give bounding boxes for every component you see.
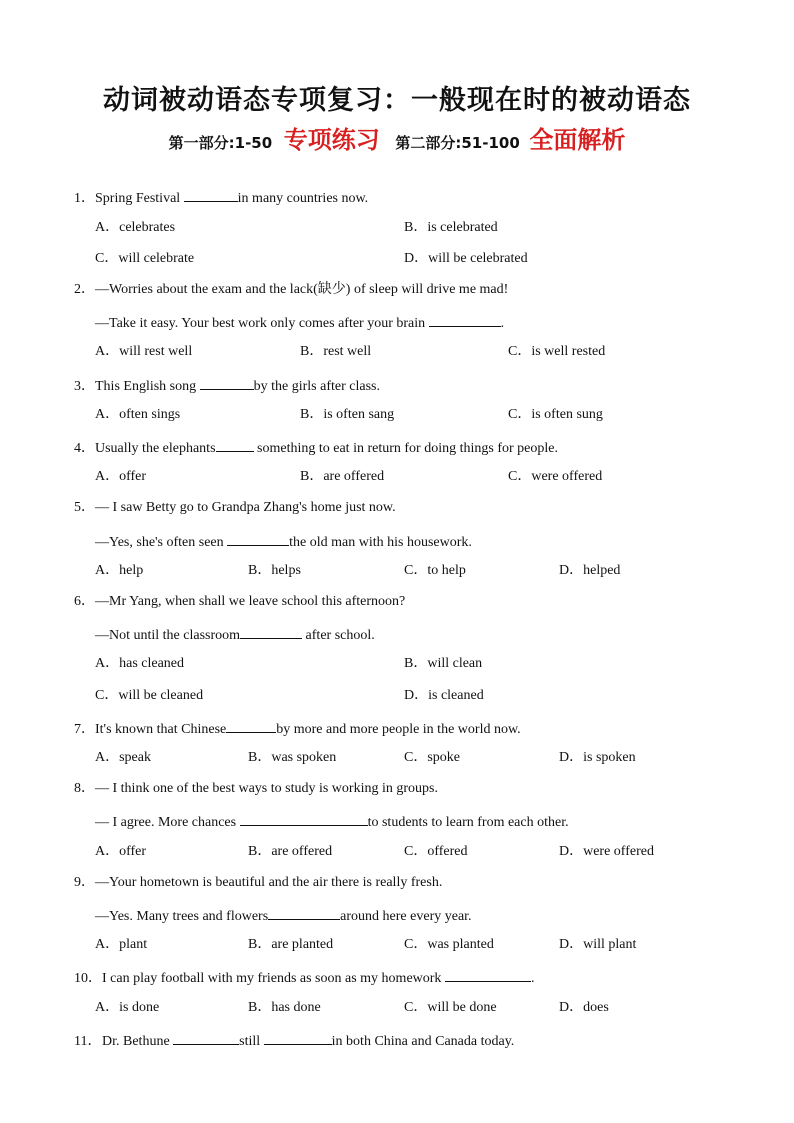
option-d: D．will be celebrated [404,251,528,266]
option-d: D．is spoken [559,750,636,765]
question-2 [74,282,508,298]
question-text: —Take it easy. Your best work only comes after your brain [95,316,429,331]
question-text: —Mr Yang, when shall we leave school this afternoon? [95,594,406,609]
question-text: around here every year. [340,909,472,924]
option-a: A．often sings [95,407,181,422]
option-b: B．helps [248,563,301,578]
answer-blank [445,968,531,982]
answer-blank [200,376,254,390]
option-c: C．will be cleaned [95,688,204,703]
question-9-reply [95,906,472,925]
answer-blank [240,812,368,826]
option-b: B．will clean [404,656,483,671]
question-2-reply [95,313,504,332]
question-text: in both China and Canada today. [331,1034,515,1049]
question-number: 8． [74,781,95,796]
answer-blank [173,1031,239,1045]
question-number: 5． [74,500,95,515]
question-text: —Yes. Many trees and flowers [95,909,269,924]
question-text: to students to learn from each other. [367,815,569,830]
answer-blank [226,719,276,733]
question-9 [74,875,442,891]
option-c: C．was planted [404,937,494,952]
option-b: B．rest well [300,344,372,359]
option-b: B．was spoken [248,750,337,765]
answer-blank [216,438,254,452]
option-a: A．offer [95,469,147,484]
question-text: I can play football with my friends as soon as my homework [102,971,445,986]
option-b: B．is celebrated [404,220,498,235]
option-d: D．were offered [559,844,654,859]
question-8-reply [95,812,569,831]
question-number: 2． [74,282,95,297]
question-number: 7． [74,722,95,737]
page-subtitle [0,120,794,155]
option-a: A．speak [95,750,151,765]
question-text: — I think one of the best ways to study is working in groups. [95,781,438,796]
question-3 [74,376,380,395]
option-b: B．are planted [248,937,334,952]
question-5 [74,500,396,516]
question-11 [74,1031,514,1050]
answer-blank [264,1031,332,1045]
question-number: 1． [74,191,95,206]
question-4 [74,438,558,457]
option-a: A．plant [95,937,148,952]
option-a: A．offer [95,844,147,859]
option-a: A．help [95,563,144,578]
question-text: This English song [95,379,200,394]
question-text: . [500,316,505,331]
page-title: 动词被动语态专项复习：一般现在时的被动语态 [103,85,691,116]
option-c: C．spoke [404,750,460,765]
option-c: C．will celebrate [95,251,195,266]
question-number: 10． [74,971,102,986]
option-c: C．to help [404,563,466,578]
question-number: 3． [74,379,95,394]
question-text: Dr. Bethune [102,1034,174,1049]
question-6 [74,594,405,610]
subtitle-part2: 第二部分:51-100 [395,134,520,152]
question-8 [74,781,438,797]
question-text: — I agree. More chances [95,815,240,830]
option-c: C．offered [404,844,468,859]
subtitle-part1: 第一部分:1-50 [168,134,273,152]
question-text: Usually the elephants [95,441,216,456]
option-d: D．is cleaned [404,688,484,703]
question-text: in many countries now. [237,191,369,206]
option-a: A．is done [95,1000,160,1015]
question-text: . [530,971,535,986]
option-b: B．are offered [300,469,385,484]
question-text: still [239,1034,264,1049]
answer-blank [227,532,289,546]
question-text: — I saw Betty go to Grandpa Zhang's home just now. [95,500,396,515]
option-a: A．will rest well [95,344,193,359]
question-text: something to eat in return for doing things for people. [253,441,558,456]
option-c: C．will be done [404,1000,497,1015]
question-text: —Your hometown is beautiful and the air there is really fresh. [95,875,443,890]
question-1 [74,188,368,207]
option-c: C．is well rested [508,344,606,359]
question-6-reply [95,625,375,644]
question-text: —Worries about the exam and the lack(缺少) of sleep will drive me mad! [95,282,509,297]
question-number: 11． [74,1034,102,1049]
question-text: the old man with his housework. [289,535,472,550]
answer-blank [240,625,302,639]
answer-blank [268,906,340,920]
subtitle-part2-highlight: 全面解析 [529,126,626,154]
question-text: —Not until the classroom [95,628,241,643]
subtitle-part1-highlight: 专项练习 [283,126,380,154]
option-b: B．has done [248,1000,321,1015]
question-text: Spring Festival [95,191,184,206]
option-c: C．were offered [508,469,603,484]
answer-blank [429,313,501,327]
question-10 [74,968,534,987]
question-number: 6． [74,594,95,609]
answer-blank [184,188,238,202]
question-text: It's known that Chinese [95,722,227,737]
option-b: B．are offered [248,844,333,859]
question-7 [74,719,521,738]
question-5-reply [95,532,472,551]
option-c: C．is often sung [508,407,603,422]
option-a: A．celebrates [95,220,176,235]
option-d: D．does [559,1000,609,1015]
option-a: A．has cleaned [95,656,185,671]
question-number: 9． [74,875,95,890]
question-text: after school. [302,628,375,643]
question-number: 4． [74,441,95,456]
question-text: by the girls after class. [253,379,380,394]
question-text: by more and more people in the world now. [276,722,521,737]
option-d: D．helped [559,563,621,578]
option-d: D．will plant [559,937,637,952]
question-text: —Yes, she's often seen [95,535,228,550]
option-b: B．is often sang [300,407,395,422]
